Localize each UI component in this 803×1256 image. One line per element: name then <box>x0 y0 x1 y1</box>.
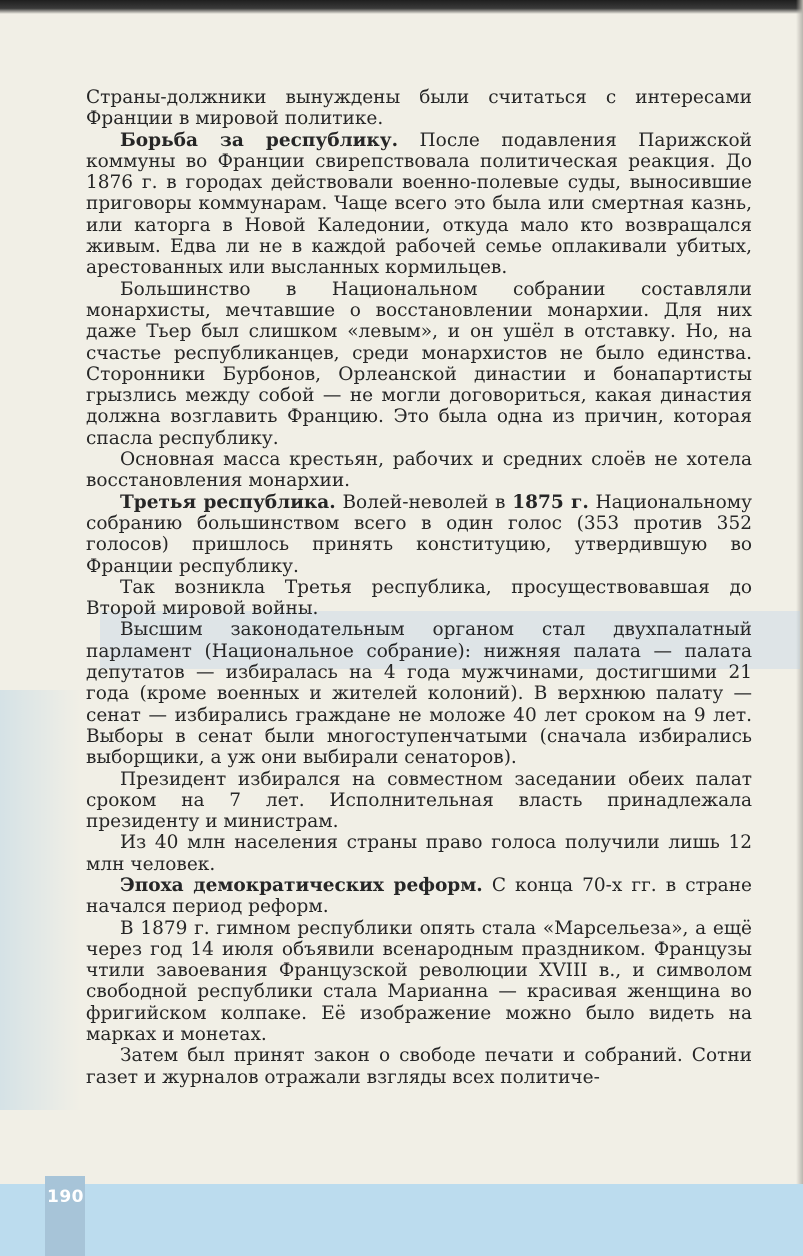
page-number: 190 <box>47 1187 84 1207</box>
paragraph-text: Национальному собранию большинством всего в один голос (353 против 352 голосов) пришлось принять конституцию, утвердившую во Франции республику. <box>86 491 752 577</box>
paragraph <box>86 279 752 449</box>
paragraph <box>86 492 752 577</box>
paragraph <box>86 875 752 918</box>
paragraph-text: Из 40 млн населения страны право голоса получили лишь 12 млн человек. <box>86 832 752 875</box>
bold-year: 1875 г. <box>512 491 589 513</box>
section-heading: Эпоха демократических реформ. <box>120 874 483 896</box>
section-heading: Борьба за республику. <box>120 129 399 151</box>
page-body-text <box>86 87 752 1088</box>
paragraph-text: Страны-должники вынуждены были считаться с интересами Франции в мировой политике. <box>86 87 752 130</box>
paragraph-text: Так возникла Третья республика, просуществовавшая до Второй мировой войны. <box>86 576 752 620</box>
paragraph-text: Основная масса крестьян, рабочих и средних слоёв не хотела восстановления монархии. <box>86 449 752 492</box>
paragraph <box>86 619 752 768</box>
paragraph-text: Высшим законодательным органом стал двухпалатный парламент (Национальное собрание): нижняя палата — палата депутатов — избиралась на 4 года мужчинами, достигшими 21 года (кроме военных и жителей колоний). В верхнюю палату — сенат — избирались граждане не моложе 40 лет сроком на 9 лет. Выборы в сенат были многоступенчатыми (сначала избирались выборщики, а уж они выбирали сенаторов). <box>86 619 752 769</box>
paragraph-text: Затем был принят закон о свободе печати и собраний. Сотни газет и журналов отражали взгляды всех политиче- <box>86 1045 752 1088</box>
paragraph-text: Волей-неволей в <box>335 491 513 513</box>
paragraph-text: В 1879 г. гимном республики опять стала «Марсельеза», а ещё через год 14 июля объявили всенародным праздником. Французы чтили завоевания Французской революции XVIII в., и символом свободной республики стала Марианна — красивая женщина во фригийском колпаке. Её изображение можно было видеть на марках и монетах. <box>86 917 752 1046</box>
section-heading: Третья республика. <box>120 491 336 513</box>
paragraph <box>86 577 752 620</box>
paragraph <box>86 130 752 279</box>
paragraph <box>86 918 752 1046</box>
paragraph <box>86 1045 752 1088</box>
paragraph-text: С конца 70-х гг. в стране начался период реформ. <box>86 874 752 918</box>
paragraph <box>86 832 752 875</box>
footer-band <box>0 1184 803 1256</box>
paragraph <box>86 449 752 492</box>
page-top-shadow <box>0 0 803 14</box>
paragraph <box>86 87 752 130</box>
paragraph-text: Президент избирался на совместном заседании обеих палат сроком на 7 лет. Исполнительная власть принадлежала президенту и министрам. <box>86 768 752 833</box>
paragraph-text: Большинство в Национальном собрании составляли монархисты, мечтавшие о восстановлении монархии. Для них даже Тьер был слишком «левым», и он ушёл в отставку. Но, на счастье республиканцев, среди монархистов не было единства. Сторонники Бурбонов, Орлеанской династии и бонапартисты грызлись между собой — не могли договориться, какая династия должна возглавить Францию. Это была одна из причин, которая спасла республику. <box>86 278 752 449</box>
paragraph-text: После подавления Парижской коммуны во Франции свирепствовала политическая реакция. До 1876 г. в городах действовали военно-полевые суды, выносившие приговоры коммунарам. Чаще всего это была или смертная казнь, или каторга в Новой Каледонии, откуда мало кто возвращался живым. Едва ли не в каждой рабочей семье оплакивали убитых, арестованных или высланных кормильцев. <box>86 129 753 279</box>
margin-color-band <box>0 690 80 1110</box>
paragraph <box>86 769 752 833</box>
